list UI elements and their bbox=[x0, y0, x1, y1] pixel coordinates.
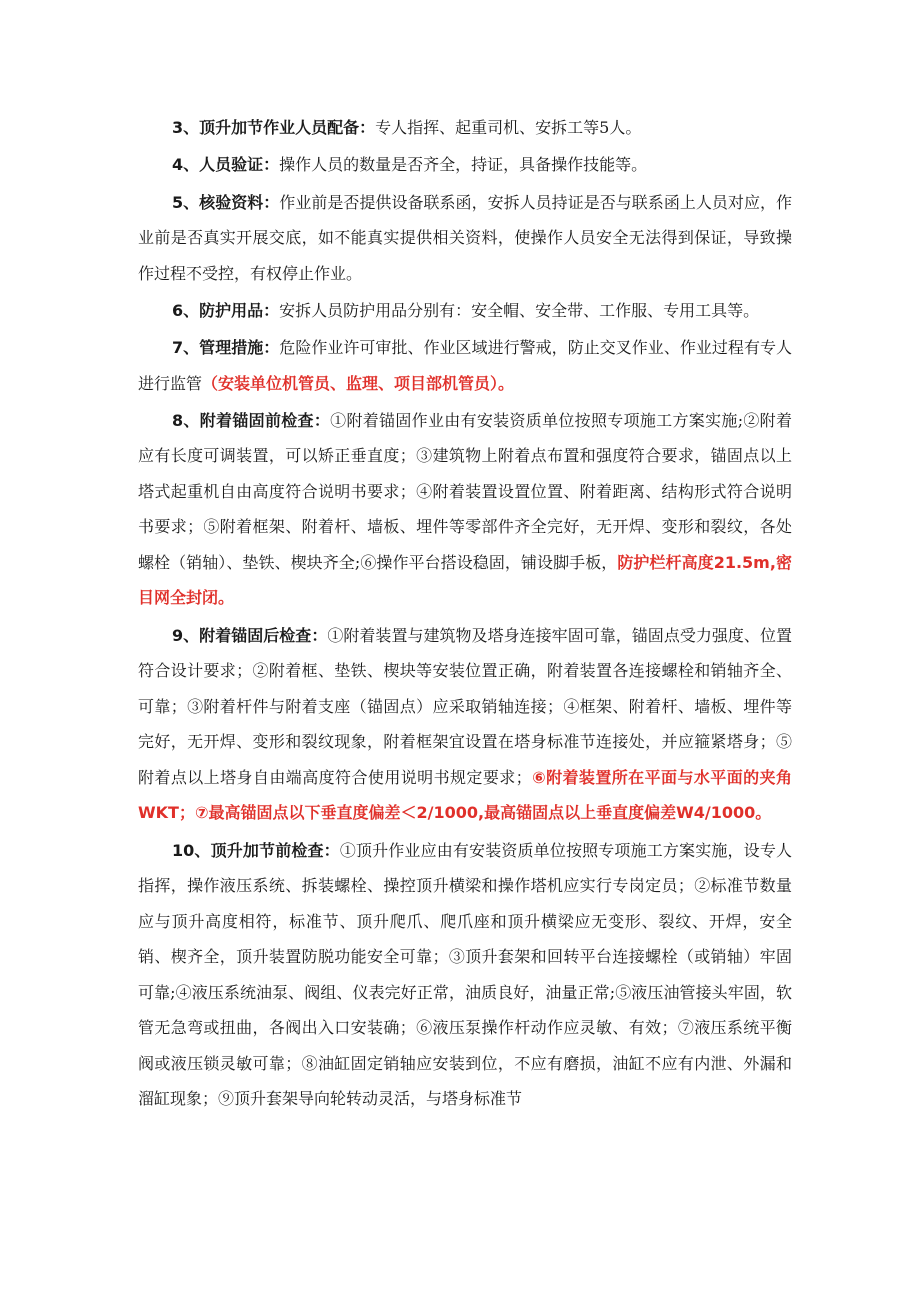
paragraph-post-anchoring-check bbox=[138, 618, 792, 831]
body-pre-anchoring-check: ①附着锚固作业由有安装资质单位按照专项施工方案实施;②附着应有长度可调装置，可以矫正垂直度；③建筑物上附着点布置和强度符合要求，锚固点以上塔式起重机自由高度符合说明书要求；④附着装置设置位置、附着距离、结构形式符合说明书要求；⑤附着框架、附着杆、墙板、埋件等零部件齐全完好，无开焊、变形和裂纹，各处螺栓（销轴）、垫铁、楔块齐全;⑥操作平台搭设稳固，铺设脚手板， bbox=[138, 410, 792, 572]
paragraph-pre-jacking-check bbox=[138, 833, 792, 1117]
paragraph-personnel-verification bbox=[138, 147, 792, 183]
heading-management-measures: 7、管理措施： bbox=[172, 338, 280, 358]
heading-protective-gear: 6、防护用品： bbox=[172, 300, 280, 320]
heading-pre-jacking-check: 10、顶升加节前检查： bbox=[172, 840, 340, 860]
body-crew-allocation: 专人指挥、起重司机、安拆工等5人。 bbox=[375, 118, 642, 137]
body-personnel-verification: 操作人员的数量是否齐全，持证，具备操作技能等。 bbox=[279, 155, 648, 175]
heading-document-check: 5、核验资料： bbox=[172, 192, 280, 212]
body-post-anchoring-check: ①附着装置与建筑物及塔身连接牢固可靠，锚固点受力强度、位置符合设计要求；②附着框、垫铁、楔块等安装位置正确，附着装置各连接螺栓和销轴齐全、可靠；③附着杆件与附着支座（锚固点）应采取销轴连接；④框架、附着杆、墙板、埋件等完好，无开焊、变形和裂纹现象，附着框架宜设置在塔身标准节连接处，并应箍紧塔身；⑤附着点以上塔身自由端高度符合使用说明书规定要求； bbox=[138, 625, 792, 787]
heading-post-anchoring-check: 9、附着锚固后检查： bbox=[172, 625, 328, 645]
paragraph-management-measures bbox=[138, 330, 792, 401]
paragraph-document-check bbox=[138, 185, 792, 292]
heading-pre-anchoring-check: 8、附着锚固前检查： bbox=[172, 410, 331, 430]
body-protective-gear: 安拆人员防护用品分别有：安全帽、安全带、工作服、专用工具等。 bbox=[279, 300, 760, 320]
highlight-verticality: ⑥附着装置所在平面与水平面的夹角WKT；⑦最高锚固点以下垂直度偏差＜2/1000,最高锚固点以上垂直度偏差W4/1000。 bbox=[138, 767, 792, 823]
body-management-measures: 危险作业许可审批、作业区域进行警戒，防止交叉作业、作业过程有专人进行监管 bbox=[138, 338, 792, 393]
paragraph-pre-anchoring-check bbox=[138, 403, 792, 616]
body-pre-jacking-check: ①顶升作业应由有安装资质单位按照专项施工方案实施，设专人指挥，操作液压系统、拆装螺栓、操控顶升横梁和操作塔机应实行专岗定员；②标准节数量应与顶升高度相符，标准节、顶升爬爪、爬爪座和顶升横梁应无变形、裂纹、开焊，安全销、楔齐全，顶升装置防脱功能安全可靠；③顶升套架和回转平台连接螺栓（或销轴）牢固可靠;④液压系统油泵、阀组、仪表完好正常，油质良好，油量正常;⑤液压油管接头牢固，软管无急弯或扭曲，各阀出入口安装确；⑥液压泵操作杆动作应灵敏、有效；⑦液压系统平衡阀或液压锁灵敏可靠；⑧油缸固定销轴应安装到位，不应有磨损，油缸不应有内泄、外漏和溜缸现象；⑨顶升套架导向轮转动灵活，与塔身标准节 bbox=[138, 840, 792, 1109]
heading-personnel-verification: 4、人员验证： bbox=[172, 155, 280, 175]
paragraph-crew-allocation bbox=[138, 110, 792, 146]
body-document-check: 作业前是否提供设备联系函，安拆人员持证是否与联系函上人员对应，作业前是否真实开展交底，如不能真实提供相关资料，使操作人员安全无法得到保证，导致操作过程不受控，有权停止作业。 bbox=[138, 192, 792, 283]
paragraph-protective-gear bbox=[138, 293, 792, 329]
heading-crew-allocation: 3、顶升加节作业人员配备： bbox=[172, 118, 376, 137]
highlight-supervisors: （安装单位机管员、监理、项目部机管员）。 bbox=[202, 373, 515, 393]
highlight-guardrail: 防护栏杆高度21.5m,密目网全封闭。 bbox=[138, 552, 792, 608]
